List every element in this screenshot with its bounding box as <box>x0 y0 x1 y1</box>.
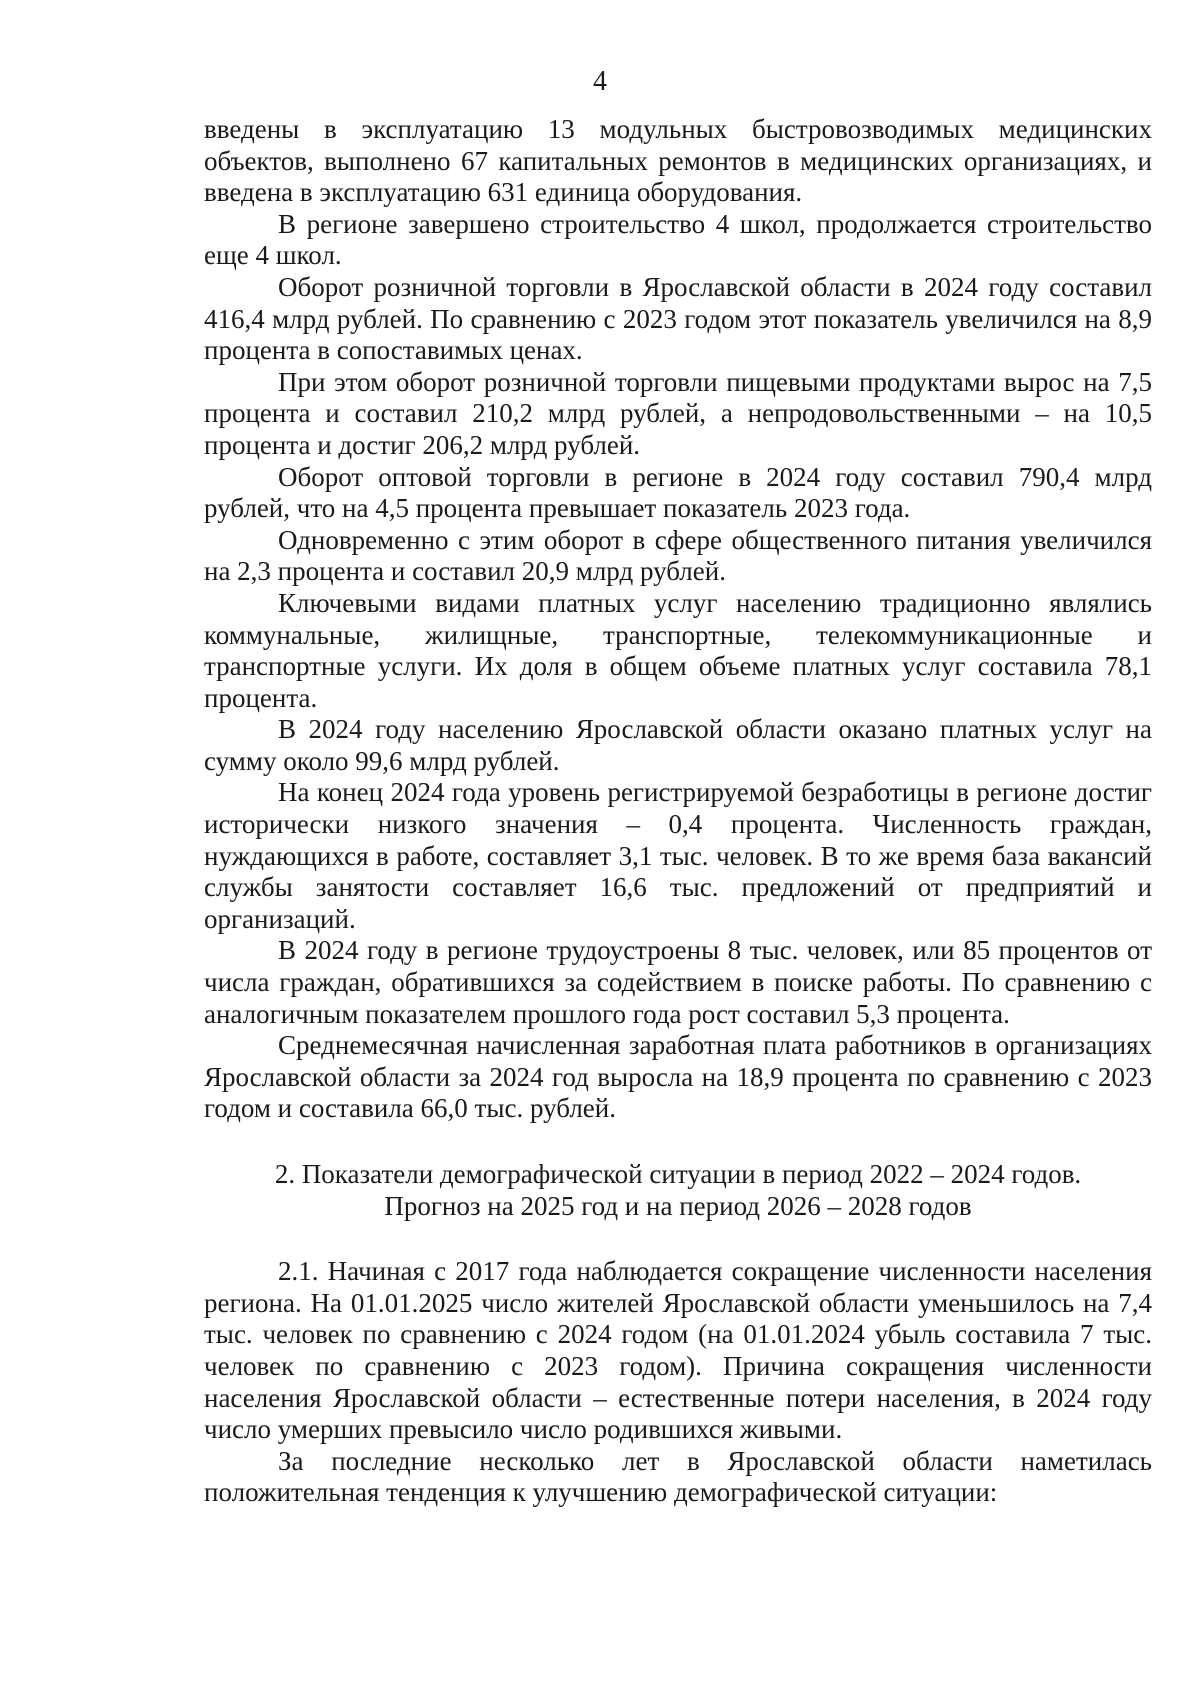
section-heading-line: Прогноз на 2025 год и на период 2026 – 2028 годов <box>384 1190 972 1221</box>
paragraph: Оборот розничной торговли в Ярославской области в 2024 году составил 416,4 млрд рублей. По сравнению с 2023 годом этот показатель увеличился на 8,9 процента в сопоставимых ценах. <box>204 271 1152 366</box>
page-number: 4 <box>593 66 607 97</box>
paragraph: Ключевыми видами платных услуг населению традиционно являлись коммунальные, жилищные, транспортные, телекоммуникационные и транспортные услуги. Их доля в общем объеме платных услуг составила 78,1 процента. <box>204 587 1152 713</box>
paragraph: 2.1. Начиная с 2017 года наблюдается сокращение численности населения региона. На 01.01.2025 число жителей Ярославской области уменьшилось на 7,4 тыс. человек по сравнению с 2024 годом (на 01.01.2024 убыль составила 7 тыс. человек по сравнению с 2023 годом). Причина сокращения численности населения Ярославской области – естественные потери населения, в 2024 году число умерших превысило число родившихся живыми. <box>204 1256 1152 1445</box>
paragraph: При этом оборот розничной торговли пищевыми продуктами вырос на 7,5 процента и составил 210,2 млрд рублей, а непродовольственными – на 10,5 процента и достиг 206,2 млрд рублей. <box>204 366 1152 460</box>
paragraph: введены в эксплуатацию 13 модульных быстровозводимых медицинских объектов, выполнено 67 капитальных ремонтов в медицинских организациях, и введена в эксплуатацию 631 единица оборудования. <box>204 114 1152 208</box>
paragraph: В 2024 году населению Ярославской области оказано платных услуг на сумму около 99,6 млрд рублей. <box>204 714 1152 776</box>
paragraph: В 2024 году в регионе трудоустроены 8 тыс. человек, или 85 процентов от числа граждан, обратившихся за содействием в поиске работы. По сравнению с аналогичным показателем прошлого года рост составил 5,3 процента. <box>204 935 1152 1029</box>
paragraphs-after <box>204 1256 1152 1509</box>
paragraph: На конец 2024 года уровень регистрируемой безработицы в регионе достиг исторически низкого значения – 0,4 процента. Численность граждан, нуждающихся в работе, составляет 3,1 тыс. человек. В то же время база вакансий службы занятости составляет 16,6 тыс. предложений от предприятий и организаций. <box>204 777 1152 934</box>
document-body <box>204 114 1152 1509</box>
paragraphs-before <box>204 114 1152 1125</box>
paragraph: За последние несколько лет в Ярославской области наметилась положительная тенденция к улучшению демографической ситуации: <box>204 1445 1152 1508</box>
paragraph: В регионе завершено строительство 4 школ, продолжается строительство еще 4 школ. <box>204 208 1152 271</box>
paragraph: Среднемесячная начисленная заработная плата работников в организациях Ярославской области за 2024 год выросла на 18,9 процента по сравнению с 2023 годом и составила 66,0 тыс. рублей. <box>204 1030 1152 1124</box>
section-heading-line: 2. Показатели демографической ситуации в период 2022 – 2024 годов. <box>274 1159 1082 1189</box>
section-heading <box>204 1159 1152 1222</box>
paragraph: Одновременно с этим оборот в сфере общественного питания увеличился на 2,3 процента и составил 20,9 млрд рублей. <box>204 524 1152 587</box>
paragraph: Оборот оптовой торговли в регионе в 2024 году составил 790,4 млрд рублей, что на 4,5 процента превышает показатель 2023 года. <box>204 461 1152 524</box>
